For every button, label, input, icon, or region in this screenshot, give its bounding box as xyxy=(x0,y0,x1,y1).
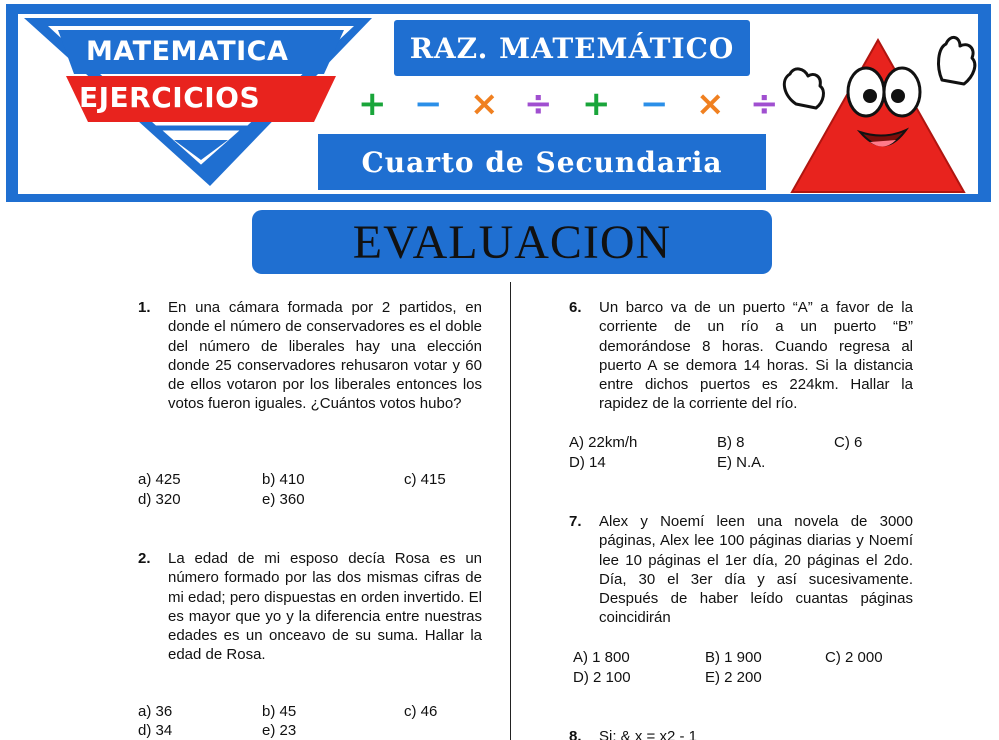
question-text: La edad de mi esposo decía Rosa es un número formado por las dos mismas cifras de mi edad; pero dispuestas en orden invertido. El es mayor que yo y la diferencia entre nuestras edades es un onceavo de su suma. Hallar la edad de Rosa. xyxy=(168,550,482,664)
evaluation-title-box xyxy=(252,210,772,274)
grade-label: Cuarto de Secundaria xyxy=(361,145,723,179)
answer-option: C) 2 000 xyxy=(825,649,883,666)
answer-option: e) 360 xyxy=(262,491,305,508)
plus-icon: + xyxy=(358,84,387,124)
question-text: Alex y Noemí leen una novela de 3000 páginas, Alex lee 100 páginas diarias y Noemí lee 10 páginas el 1er día, 20 páginas el 2do. Día, 30 el 3er día y así sucesivamente. Después de haber leído cuantas páginas coincidirán xyxy=(599,513,913,627)
question-7 xyxy=(569,512,913,628)
answer-option: E) 2 200 xyxy=(705,669,762,686)
question-6 xyxy=(569,298,913,414)
badge-title: MATEMATICA xyxy=(86,36,289,67)
answer-option: A) 1 800 xyxy=(573,649,630,666)
triangle-mascot-icon xyxy=(774,14,984,198)
question-1 xyxy=(138,298,482,414)
divide-icon: ÷ xyxy=(524,84,553,124)
answer-option: D) 14 xyxy=(569,454,606,471)
answer-option: A) 22km/h xyxy=(569,434,638,451)
grade-label-box xyxy=(318,134,766,190)
plus-icon: + xyxy=(582,84,611,124)
answer-option: a) 425 xyxy=(138,471,181,488)
answer-option: C) 6 xyxy=(834,434,863,451)
course-label-box xyxy=(394,20,750,76)
answer-option: d) 34 xyxy=(138,722,173,739)
question-2 xyxy=(138,549,482,665)
question-number: 1. xyxy=(138,299,151,316)
answer-option: B) 1 900 xyxy=(705,649,762,666)
minus-icon: − xyxy=(414,84,443,124)
answer-option: d) 320 xyxy=(138,491,181,508)
minus-icon: − xyxy=(640,84,669,124)
times-icon: × xyxy=(696,84,725,124)
column-divider xyxy=(510,282,511,740)
answer-option: c) 46 xyxy=(404,703,438,720)
course-label: RAZ. MATEMÁTICO xyxy=(409,31,735,65)
question-number: 7. xyxy=(569,513,582,530)
answer-option: B) 8 xyxy=(717,434,745,451)
page-title: EVALUACION xyxy=(352,215,672,269)
answer-option: D) 2 100 xyxy=(573,669,631,686)
question-text: En una cámara formada por 2 partidos, en donde el número de conservadores es el doble del número de liberales hay una elección donde 25 conservadores rehusaron votar y 60 de ellos votaron por los liberales entonces los votos fueron iguales. ¿Cuántos votos hubo? xyxy=(168,299,482,413)
question-8 xyxy=(569,727,913,740)
times-icon: × xyxy=(470,84,499,124)
answer-option: a) 36 xyxy=(138,703,173,720)
badge-subtitle: EJERCICIOS xyxy=(79,81,261,114)
question-text: Un barco va de un puerto “A” a favor de la corriente de un río a un puerto “B” demorándose 8 horas. Cuando regresa al puerto A se demora 14 horas. Si la distancia entre dichos puertos es 224km. Hallar la rapidez de la corriente del río. xyxy=(599,299,913,413)
question-text: Si: & x = x2 - 1 xyxy=(599,728,697,740)
answer-option: E) N.A. xyxy=(717,454,766,471)
question-number: 2. xyxy=(138,550,151,567)
header-banner xyxy=(6,4,991,202)
answer-option: e) 23 xyxy=(262,722,297,739)
answer-option: b) 45 xyxy=(262,703,297,720)
divide-icon: ÷ xyxy=(750,84,779,124)
question-number: 8. xyxy=(569,728,582,740)
operator-strip xyxy=(358,86,778,122)
answer-option: c) 415 xyxy=(404,471,446,488)
answer-option: b) 410 xyxy=(262,471,305,488)
question-number: 6. xyxy=(569,299,582,316)
